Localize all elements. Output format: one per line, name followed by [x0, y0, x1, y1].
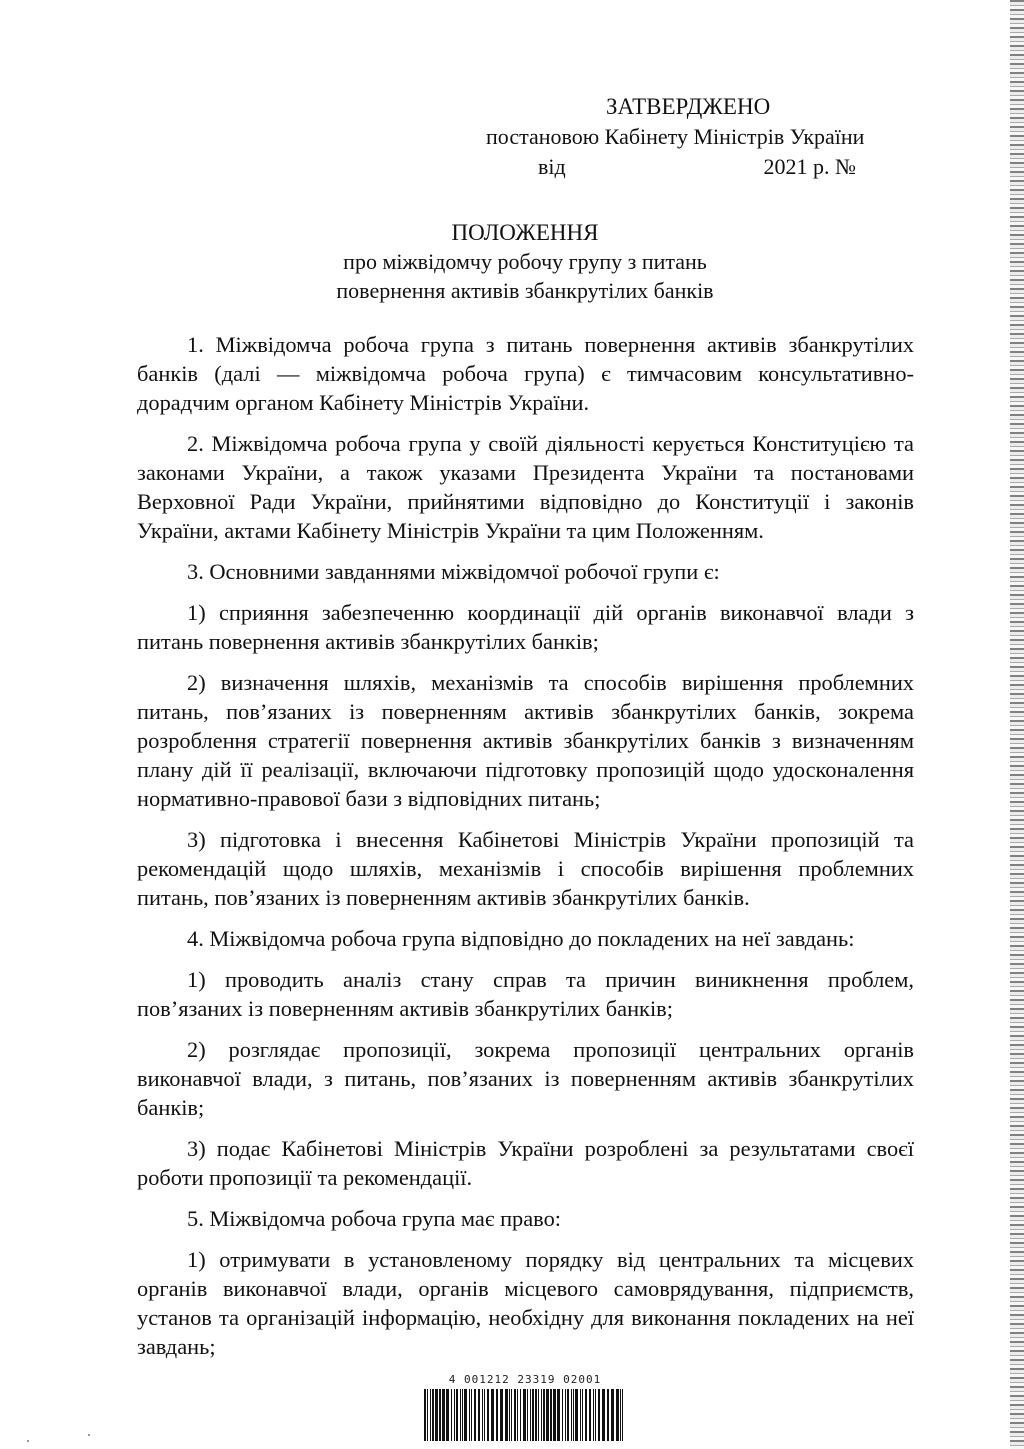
barcode-bar [451, 1389, 452, 1441]
barcode-block [420, 1373, 630, 1441]
barcode-bar [496, 1389, 498, 1441]
barcode-bar [464, 1389, 467, 1441]
barcode-bar [546, 1389, 549, 1441]
barcode-bar [535, 1389, 537, 1441]
barcode-bar [456, 1389, 458, 1441]
barcode-bar [541, 1389, 542, 1441]
barcode-bar [484, 1389, 485, 1441]
barcode-bar [553, 1389, 556, 1441]
barcode-bar [582, 1389, 583, 1441]
barcode-bar [585, 1389, 587, 1441]
approval-from: від [538, 154, 566, 179]
barcode-bar [462, 1389, 463, 1441]
document-body [137, 330, 914, 1373]
barcode-bar [527, 1389, 528, 1441]
barcode-bar [611, 1389, 614, 1441]
paragraph: 2) розглядає пропозиції, зокрема пропозиції центральних органів виконавчої влади, з питань, пов’язаних із поверненням активів збанкрутілих банків; [137, 1037, 914, 1120]
document-heading: ПОЛОЖЕННЯ [451, 220, 599, 245]
paragraph: 3) подає Кабінетові Міністрів України розроблені за результатами своєї роботи пропозиції та рекомендації. [137, 1136, 914, 1190]
barcode-bar [622, 1389, 623, 1441]
barcode-bar [573, 1389, 574, 1441]
barcode-bar [446, 1389, 449, 1441]
barcode-bar [557, 1389, 560, 1441]
barcode-bar [530, 1389, 531, 1441]
barcode-bar [523, 1389, 526, 1441]
barcode-bar [442, 1389, 445, 1441]
barcode-bar [589, 1389, 591, 1441]
barcode-bar [538, 1389, 539, 1441]
paragraph: 1) сприяння забезпеченню координації дій органів виконавчої влади з питань повернення активів збанкрутілих банків; [137, 600, 914, 654]
barcode-bar [500, 1389, 503, 1441]
barcode-number: 4 001212 23319 02001 [448, 1373, 602, 1386]
barcode-bar [469, 1389, 470, 1441]
barcode-bar [593, 1389, 594, 1441]
barcode-image [420, 1389, 630, 1441]
paragraph: 2. Міжвідомча робоча група у своїй діяльності керується Конституцією та законами України, а також указами Президента України та постановами Верховної Ради України, прийнятими відповідно до Конституції і законів України, актами Кабінету Міністрів України та цим Положенням. [137, 431, 914, 543]
scan-edge-strip [1010, 0, 1024, 1449]
paragraph: 5. Міжвідомча робоча група має право: [187, 1206, 562, 1231]
barcode-bar [595, 1389, 596, 1441]
barcode-bar [543, 1389, 545, 1441]
barcode-bar [511, 1389, 512, 1441]
barcode-bar [567, 1389, 569, 1441]
barcode-bar [602, 1389, 605, 1441]
barcode-bar [424, 1389, 426, 1441]
barcode-bar [432, 1389, 434, 1441]
barcode-bar [616, 1389, 619, 1441]
barcode-bar [471, 1389, 472, 1441]
approval-body: постановою Кабінету Міністрів України [486, 124, 865, 149]
barcode-bar [478, 1389, 480, 1441]
paragraph: 2) визначення шляхів, механізмів та способів вирішення проблемних питань, пов’язаних із поверненням активів збанкрутілих банків, зокрема розроблення стратегії повернення активів збанкрутілих банків з визначенням плану дій її реалізації, включаючи підготовку пропозицій щодо удосконалення нормативно-правової бази з відповідних питань; [137, 670, 914, 811]
barcode-bar [487, 1389, 489, 1441]
approval-date-line [486, 152, 916, 182]
barcode-bar [514, 1389, 516, 1441]
barcode-bar [562, 1389, 563, 1441]
paragraph: 1. Міжвідомча робоча група з питань повернення активів збанкрутілих банків (далі — міжвідомча робоча група) є тимчасовим консультативно-дорадчим органом Кабінету Міністрів України. [137, 332, 914, 415]
barcode-bar [565, 1389, 566, 1441]
barcode-bar [550, 1389, 552, 1441]
barcode-bar [598, 1389, 600, 1441]
approval-stamp [486, 92, 916, 182]
paragraph: 3. Основними завданнями міжвідомчої робочої групи є: [187, 559, 720, 584]
barcode-bar [517, 1389, 518, 1441]
barcode-bar [482, 1389, 483, 1441]
barcode-bar [460, 1389, 461, 1441]
document-title-block [110, 218, 940, 305]
barcode-bar [620, 1389, 621, 1441]
barcode-bar [607, 1389, 609, 1441]
barcode-bar [427, 1389, 428, 1441]
paragraph: 4. Міжвідомча робоча група відповідно до покладених на неї завдань: [187, 926, 855, 951]
barcode-bar [509, 1389, 510, 1441]
barcode-bar [520, 1389, 521, 1441]
barcode-bar [571, 1389, 572, 1441]
barcode-bar [454, 1389, 455, 1441]
barcode-bar [491, 1389, 494, 1441]
approval-title: ЗАТВЕРДЖЕНО [606, 94, 771, 119]
paragraph: 3) підготовка і внесення Кабінетові Міністрів України пропозицій та рекомендацій щодо шляхів, механізмів і способів вирішення проблемних питань, пов’язаних із поверненням активів збанкрутілих банків. [137, 827, 914, 910]
barcode-bar [430, 1389, 431, 1441]
barcode-bar [580, 1389, 581, 1441]
approval-year: 2021 р. № [763, 154, 856, 179]
barcode-bar [474, 1389, 476, 1441]
paragraph: 1) отримувати в установленому порядку від центральних та місцевих органів виконавчої влади, органів місцевого самоврядування, підприємств, установ та організацій інформацію, необхідну для виконання покладених на неї завдань; [137, 1247, 914, 1359]
document-subtitle-line1: про міжвідомчу робочу групу з питань [343, 249, 707, 274]
document-subtitle-line2: повернення активів збанкрутілих банків [336, 278, 714, 303]
barcode-bar [505, 1389, 508, 1441]
barcode-bar [439, 1389, 441, 1441]
barcode-bar [435, 1389, 438, 1441]
barcode-bar [575, 1389, 578, 1441]
barcode-bar [532, 1389, 534, 1441]
paragraph: 1) проводить аналіз стану справ та причин виникнення проблем, пов’язаних із поверненням активів збанкрутілих банків; [137, 967, 914, 1021]
